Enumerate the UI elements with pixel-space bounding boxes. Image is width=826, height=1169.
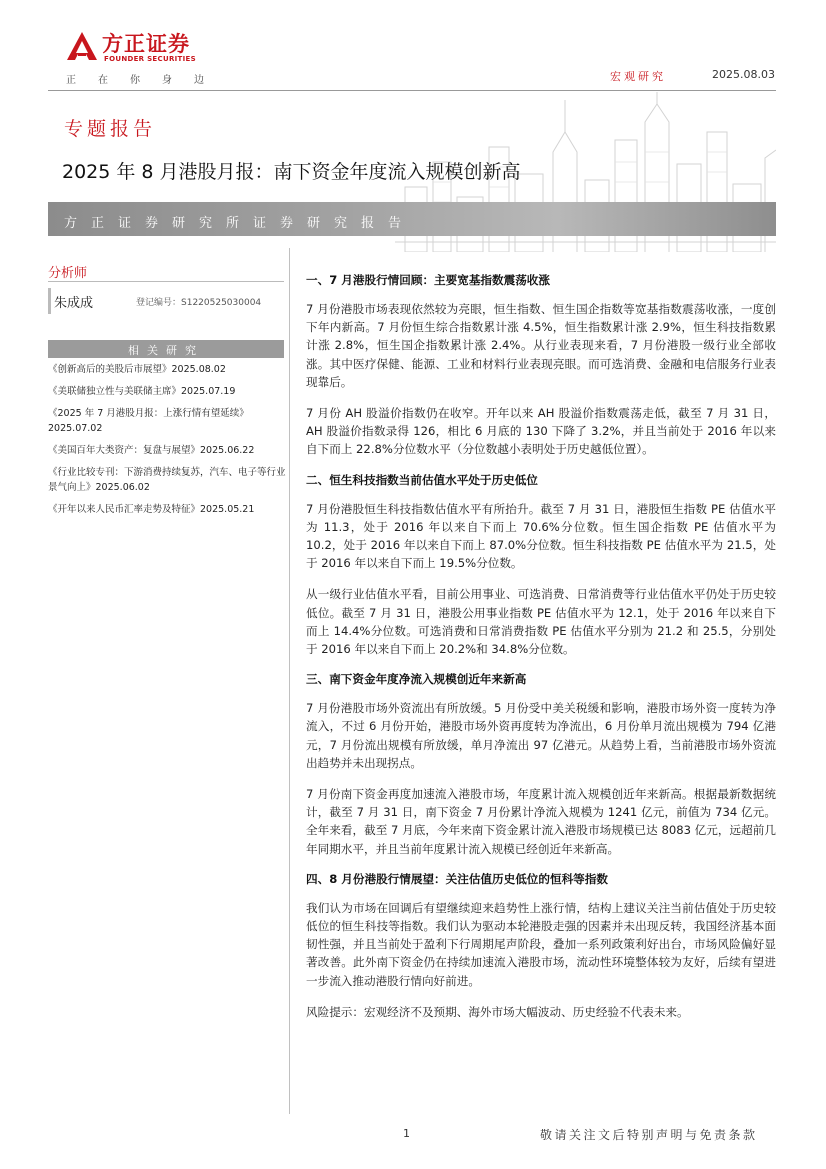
analyst-heading: 分析师 — [48, 266, 88, 281]
logo-wordmark: 方正证券 — [102, 32, 190, 56]
header-divider — [48, 90, 776, 91]
related-research-title: 相关研究 — [128, 344, 204, 357]
report-category: 宏观研究 — [610, 70, 666, 83]
related-research-item[interactable]: 《创新高后的美股后市展望》2025.08.02 — [48, 364, 226, 375]
document-type-label: 专题报告 — [64, 118, 157, 140]
analyst-name: 朱成成 — [54, 296, 94, 311]
body-paragraph: 7 月份南下资金再度加速流入港股市场，年度累计流入规模创近年来新高。根据最新数据统计，截至 7 月 31 日，南下资金 7 月份累计净流入规模为 1241 亿元，前值为 734 亿元。全年来看，截至 7 月底，今年来南下资金累计流入港股市场规模已达 8083 亿元，远超前几年同期水平，并且当前年度累计流入规模已经创近年来新高。 — [306, 787, 776, 856]
slogan: 正在你身边 — [66, 75, 226, 86]
body-paragraph: 7 月份港股市场外资流出有所放缓。5 月份受中美关税缓和影响，港股市场外资一度转为净流入，不过 6 月份开始，港股市场外资再度转为净流出，6 月份单月流出规模为 794 亿港元，7 月份流出规模有所放缓，单月净流出 97 亿港元。从趋势上看，当前港股市场外资流出趋势并未出现拐点。 — [306, 701, 776, 770]
related-research-item[interactable]: 《美国百年大类资产：复盘与展望》2025.06.22 — [48, 445, 255, 456]
report-body — [306, 272, 776, 1021]
series-banner-text: 方正证券研究所证券研究报告 — [64, 216, 416, 231]
logo-english: FOUNDER SECURITIES — [104, 55, 196, 63]
related-research-item[interactable]: 《行业比较专刊：下游消费持续复苏，汽车、电子等行业景气向上》2025.06.02 — [48, 467, 286, 493]
related-research-item[interactable]: 《2025 年 7 月港股月报：上涨行情有望延续》2025.07.02 — [48, 408, 249, 434]
body-paragraph: 从一级行业估值水平看，目前公用事业、可选消费、日常消费等行业估值水平仍处于历史较低位。截至 7 月 31 日，港股公用事业指数 PE 估值水平为 12.1，处于 2016 年以来自下而上 14.4%分位数。可选消费和日常消费指数 PE 估值水平分别为 21.2 和 25.5，分别处于 2016 年以来自下而上 20.2%和 34.8%分位数。 — [306, 587, 776, 657]
body-paragraph: 我们认为市场在回调后有望继续迎来趋势性上涨行情，结构上建议关注当前估值处于历史较低位的恒生科技等指数。我们认为驱动本轮港股走强的因素并未出现反转，我国经济基本面韧性强，并且当前处于盈利下行周期尾声阶段，叠加一系列政策利好出台，市场风险偏好显著改善。此外南下资金仍在持续加速流入港股市场，流动性环境整体较为友好，后续有望进一步流入推动港股行情向好前进。 — [306, 900, 776, 988]
analyst-divider — [48, 281, 284, 282]
section-heading: 三、南下资金年度净流入规模创近年来新高 — [306, 672, 527, 687]
section-heading: 二、恒生科技指数当前估值水平处于历史低位 — [306, 472, 538, 487]
section-heading: 一、7 月港股行情回顾：主要宽基指数震荡收涨 — [306, 273, 550, 287]
related-research-list — [48, 362, 288, 524]
body-paragraph: 7 月份港股恒生科技指数估值水平有所抬升。截至 7 月 31 日，港股恒生指数 PE 估值水平为 11.3，处于 2016 年以来自下而上 70.6%分位数。恒生国企指数 PE 估值水平为 10.2，处于 2016 年以来自下而上 87.0%分位数。恒生科技指数 PE 估值水平为 21.5，处于 2016 年以来自下而上 19.5%分位数。 — [306, 501, 776, 571]
report-date: 2025.08.03 — [712, 68, 775, 81]
related-research-item[interactable]: 《开年以来人民币汇率走势及特征》2025.05.21 — [48, 504, 255, 515]
risk-warning: 风险提示：宏观经济不及预期、海外市场大幅波动、历史经验不代表未来。 — [306, 1004, 689, 1019]
body-paragraph: 7 月份港股市场表现依然较为亮眼，恒生指数、恒生国企指数等宽基指数震荡收涨，一度创下年内新高。7 月份恒生综合指数累计涨 4.5%，恒生指数累计涨 2.9%，恒生科技指数累计涨 2.8%，恒生国企指数累计涨 2.4%。从行业表现来看，7 月份港股一级行业全部收涨。其中医疗保健、能源、工业和材料行业表现亮眼。而可选消费、金融和电信服务行业表现靠后。 — [306, 302, 776, 389]
disclaimer-notice: 敬请关注文后特别声明与免责条款 — [540, 1128, 758, 1142]
body-paragraph: 7 月份 AH 股溢价指数仍在收窄。开年以来 AH 股溢价指数震荡走低，截至 7 月 31 日，AH 股溢价指数录得 126，相比 6 月底的 130 下降了 3.2%，并且当前处于 2016 年以来自下而上 22.8%分位数水平（分位数越小表明处于历史越低位置）。 — [306, 406, 776, 457]
section-heading: 四、8 月份港股行情展望：关注估值历史低位的恒科等指数 — [306, 871, 608, 886]
page-number: 1 — [403, 1127, 410, 1140]
related-research-item[interactable]: 《美联储独立性与美联储主席》2025.07.19 — [48, 386, 236, 397]
report-title: 2025 年 8 月港股月报：南下资金年度流入规模创新高 — [62, 161, 521, 183]
founder-logo-icon — [66, 31, 98, 61]
analyst-registration: 登记编号：S1220525030004 — [136, 298, 262, 308]
column-divider — [289, 248, 290, 1114]
